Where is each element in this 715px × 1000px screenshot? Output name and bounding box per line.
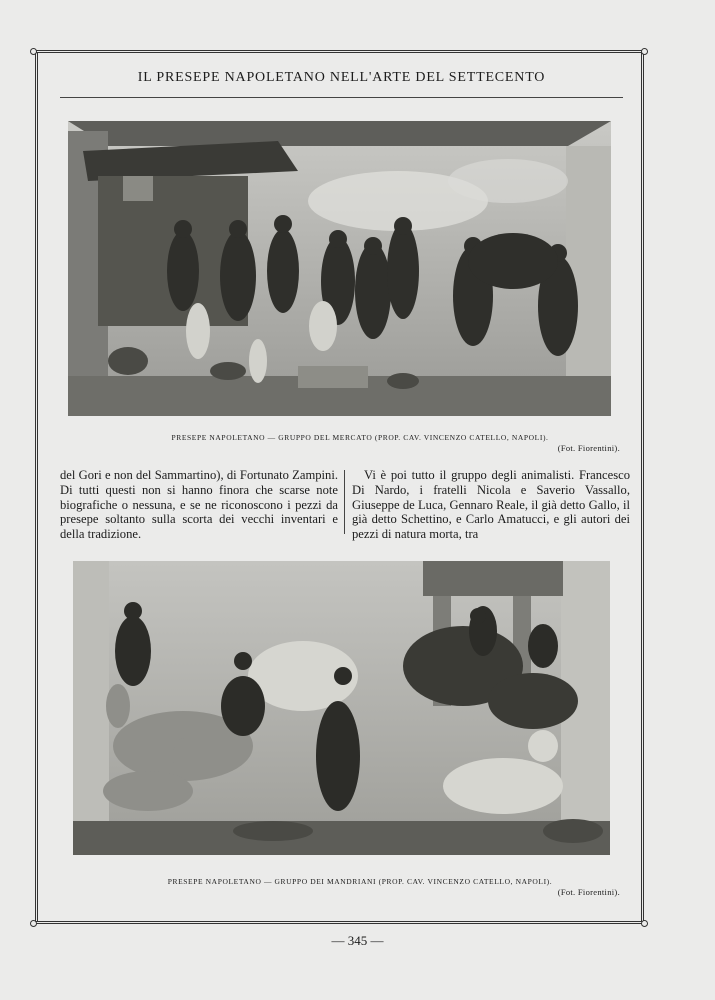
frame-bottom-rule bbox=[34, 921, 644, 924]
column-divider bbox=[344, 470, 345, 534]
text-column-right bbox=[352, 468, 630, 542]
paragraph: del Gori e non del Sammartino), di Fortunato Zampini. Di tutti questi non si hanno finora che scarse note biografiche o nessuna, e se ne riconoscono i pezzi da presepe soltanto sulla scorta dei vecchi inventari e della tradizione. bbox=[60, 468, 338, 542]
plate-herdsmen-group-photo bbox=[73, 561, 610, 855]
caption-text: PRESEPE NAPOLETANO — GRUPPO DEI MANDRIANI (PROP. CAV. VINCENZO CATELLO, NAPOLI). bbox=[167, 877, 553, 886]
frame-corner-ornament bbox=[30, 920, 37, 927]
photo-credit: (Fot. Fiorentini). bbox=[557, 443, 620, 453]
herdsmen-scene-illustration bbox=[73, 561, 610, 855]
plate-market-group-photo bbox=[68, 121, 611, 416]
figure-caption-market bbox=[100, 432, 620, 454]
frame-left-rule bbox=[35, 52, 38, 922]
market-scene-illustration bbox=[68, 121, 611, 416]
figure-caption-herdsmen bbox=[100, 876, 620, 898]
caption-text: PRESEPE NAPOLETANO — GRUPPO DEL MERCATO (PROP. CAV. VINCENZO CATELLO, NAPOLI). bbox=[171, 433, 549, 442]
header-rule bbox=[60, 97, 623, 98]
frame-corner-ornament bbox=[641, 920, 648, 927]
frame-top-rule bbox=[34, 50, 644, 53]
text-column-left bbox=[60, 468, 338, 542]
paragraph: Vi è poi tutto il gruppo degli animalisti. Francesco Di Nardo, i fratelli Nicola e Saverio Vassallo, Giuseppe de Luca, Gennaro Reale, il già detto Gallo, il già detto Schettino, e Carlo Amatucci, e gli autori dei pezzi di natura morta, tra bbox=[352, 468, 630, 542]
photo-credit: (Fot. Fiorentini). bbox=[557, 887, 620, 897]
frame-corner-ornament bbox=[641, 48, 648, 55]
page-number: — 345 — bbox=[331, 933, 384, 948]
running-header: IL PRESEPE NAPOLETANO NELL'ARTE DEL SETTECENTO bbox=[137, 70, 546, 85]
frame-corner-ornament bbox=[30, 48, 37, 55]
frame-right-rule bbox=[641, 52, 644, 922]
